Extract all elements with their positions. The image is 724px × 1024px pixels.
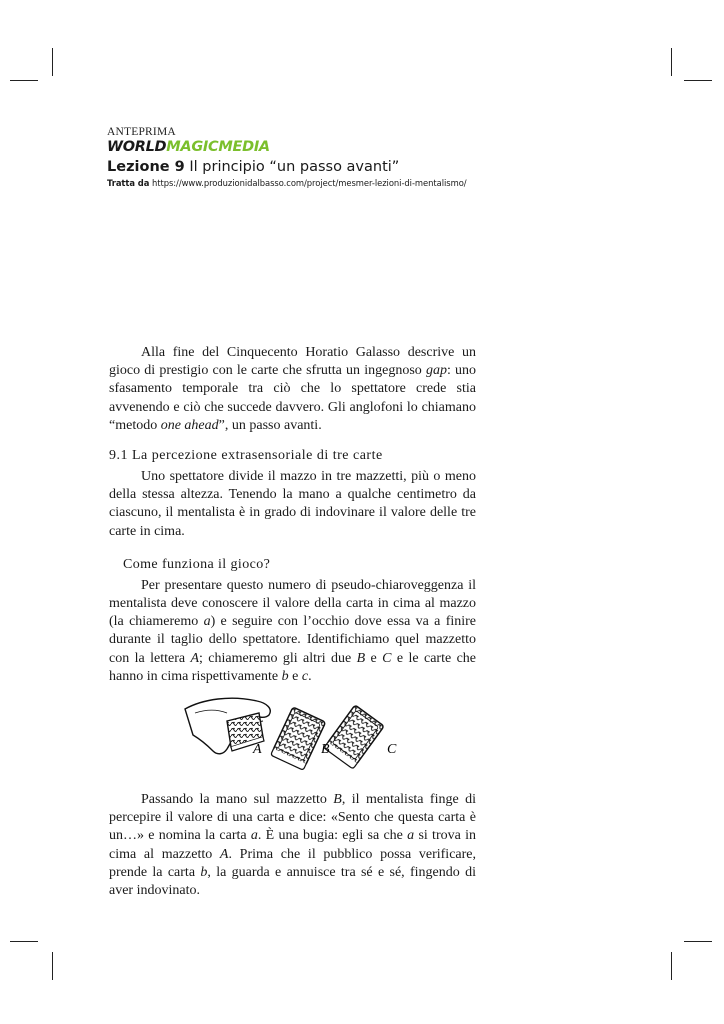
lesson-title (107, 157, 507, 177)
source-url[interactable]: https://www.produzionidalbasso.com/project/mesmer-lezioni-di-mentalismo/ (151, 178, 467, 188)
label-b: B (321, 742, 330, 758)
hand-and-decks-illustration (183, 691, 403, 771)
section-heading: 9.1 La percezione extrasensoriale di tre carte (109, 448, 383, 464)
logo-part-world: WORLD (107, 139, 167, 155)
main-content (109, 344, 476, 900)
label-a: A (253, 742, 262, 758)
page-header (107, 126, 507, 189)
lesson-number: Lezione 9 (107, 159, 185, 175)
crop-mark (52, 48, 53, 76)
crop-mark (684, 80, 712, 81)
crop-mark (671, 952, 672, 980)
source-label: Tratta da (107, 178, 150, 188)
cards-figure (109, 691, 476, 771)
crop-mark (671, 48, 672, 76)
final-paragraph: Passando la mano sul mazzetto B, il mentalista finge di percepire il valore di una carta e dice: «Sento che questa carta è un…» e nomina la carta a. È una bugia: egli sa che a si trova in cima al mazzetto A. Prima che il pubblico possa verificare, prende la carta b, la guarda e annuisce tra sé e sé, fingendo di aver indovinato. (109, 792, 477, 899)
intro-paragraph: Alla fine del Cinquecento Horatio Galasso descrive un gioco di prestigio con le carte che sfrutta un ingegnoso gap: uno sfasamento temporale tra ciò che lo spettatore crede stia avvenendo e ciò che succede davvero. Gli anglofoni lo chiamano “metodo one ahead”, un passo avanti. (109, 345, 476, 433)
publisher-logo (107, 139, 507, 156)
deck-c-icon (324, 705, 384, 769)
section-paragraph: Uno spettatore divide il mazzo in tre mazzetti, più o meno della stessa altezza. Tenendo la mano a qualche centimetro da ciascuno, il mentalista è in grado di indovinare il valore delle tre carte in cima. (109, 469, 476, 539)
logo-part-magicmedia: MAGICMEDIA (166, 139, 270, 155)
crop-mark (10, 80, 38, 81)
source-line (107, 177, 507, 189)
deck-b-icon (271, 707, 326, 770)
subsection-heading: Come funziona il gioco? (123, 556, 271, 572)
crop-mark (684, 941, 712, 942)
crop-mark (52, 952, 53, 980)
preview-label: ANTEPRIMA (107, 126, 176, 138)
crop-mark (10, 941, 38, 942)
label-c: C (387, 742, 397, 758)
lesson-name: Il principio “un passo avanti” (189, 159, 400, 175)
method-paragraph: Per presentare questo numero di pseudo-chiaroveggenza il mentalista deve conoscere il valore della carta in cima al mazzo (la chiameremo a) e seguire con l’occhio dove essa va a finire durante il taglio dello spettatore. Identifichiamo quel mazzetto con la lettera A; chiameremo gli altri due B e C e le carte che hanno in cima rispettivamente b e c. (109, 577, 477, 684)
